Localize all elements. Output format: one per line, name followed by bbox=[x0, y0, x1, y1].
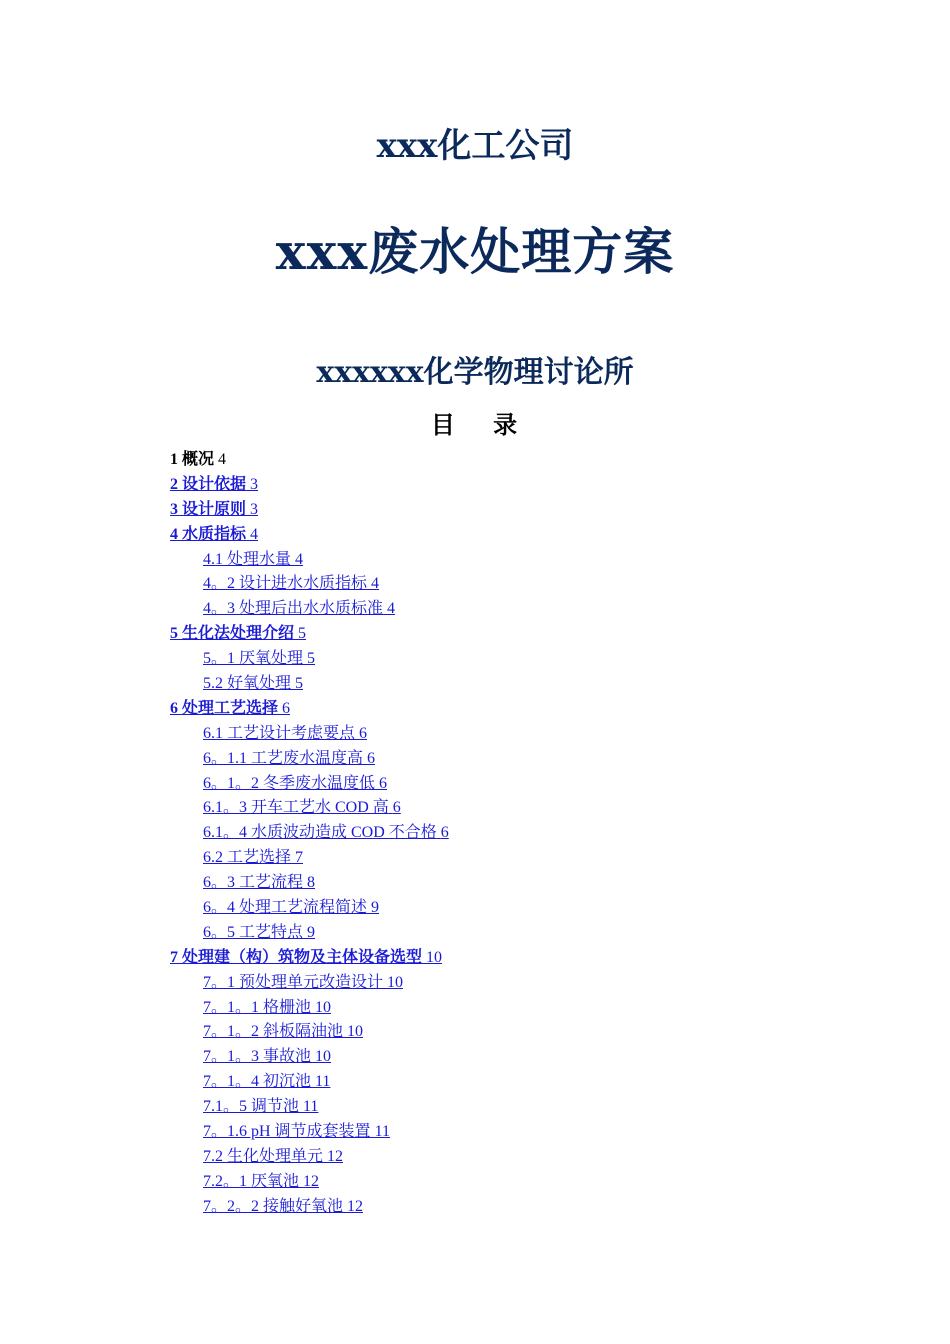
toc-entry-title: 4 水质指标 bbox=[170, 525, 247, 543]
toc-entry bbox=[170, 747, 449, 772]
toc-entry-page-number: 6 bbox=[440, 824, 449, 842]
toc-entry-title: 6.1。4 水质波动造成 COD 不合格 bbox=[203, 824, 437, 842]
toc-entry bbox=[170, 871, 449, 896]
toc-link[interactable] bbox=[170, 501, 258, 518]
toc-entry bbox=[170, 1145, 449, 1170]
toc-entry-title: 7。1.6 pH 调节成套装置 bbox=[203, 1123, 371, 1141]
toc-entry-page-number: 6 bbox=[359, 724, 368, 742]
toc-entry-page-number: 9 bbox=[371, 899, 380, 917]
toc-entry bbox=[170, 1045, 449, 1070]
toc-entry-page-number: 11 bbox=[303, 1098, 319, 1116]
toc-link[interactable] bbox=[170, 949, 442, 966]
toc-entry-page-number: 11 bbox=[374, 1123, 390, 1141]
toc-link[interactable] bbox=[170, 526, 258, 543]
toc-link[interactable] bbox=[203, 775, 387, 792]
toc-link[interactable] bbox=[203, 1023, 363, 1040]
toc-entry bbox=[170, 473, 449, 498]
toc-link[interactable] bbox=[170, 476, 258, 493]
toc-entry-page-number: 11 bbox=[315, 1073, 331, 1091]
toc-entry-title: 7。1。2 斜板隔油池 bbox=[203, 1023, 344, 1041]
toc-entry-title: 3 设计原则 bbox=[170, 500, 247, 518]
toc-entry-page-number: 6 bbox=[282, 699, 291, 717]
toc-entry-title: 5。1 厌氧处理 bbox=[203, 650, 304, 668]
toc-entry-page-number: 10 bbox=[315, 1048, 332, 1066]
toc-link bbox=[170, 451, 226, 468]
institute-name: xxxxxx化学物理讨论所 bbox=[316, 355, 634, 390]
toc-entry bbox=[170, 1120, 449, 1145]
toc-entry bbox=[170, 1170, 449, 1195]
toc-entry bbox=[170, 821, 449, 846]
toc-link[interactable] bbox=[203, 675, 303, 692]
toc-entry-page-number: 8 bbox=[307, 874, 316, 892]
toc-entry bbox=[170, 672, 449, 697]
toc-entry-title: 6。1。2 冬季废水温度低 bbox=[203, 774, 376, 792]
toc-entry-page-number: 4 bbox=[295, 550, 304, 568]
toc-entry-page-number: 4 bbox=[387, 600, 396, 618]
toc-entry bbox=[170, 597, 449, 622]
toc-entry bbox=[170, 1195, 449, 1220]
toc-entry-page-number: 5 bbox=[307, 650, 316, 668]
toc-entry bbox=[170, 1095, 449, 1120]
toc-link[interactable] bbox=[203, 1073, 330, 1090]
toc-entry-title: 6。4 处理工艺流程简述 bbox=[203, 899, 368, 917]
toc-entry bbox=[170, 572, 449, 597]
toc-entry-title: 4。3 处理后出水水质标准 bbox=[203, 600, 384, 618]
document-title: xxx废水处理方案 bbox=[275, 222, 675, 281]
toc-link[interactable] bbox=[203, 999, 331, 1016]
company-name: xxx化工公司 bbox=[376, 126, 574, 166]
toc-entry bbox=[170, 971, 449, 996]
toc-entry-title: 5.2 好氧处理 bbox=[203, 675, 292, 693]
toc-entry-title: 6.1 工艺设计考虑要点 bbox=[203, 724, 356, 742]
toc-entry bbox=[170, 523, 449, 548]
toc-entry-page-number: 7 bbox=[295, 849, 304, 867]
toc-link[interactable] bbox=[203, 974, 403, 991]
toc-entry-title: 2 设计依据 bbox=[170, 475, 247, 493]
toc-entry-title: 7。1。3 事故池 bbox=[203, 1048, 312, 1066]
toc-link[interactable] bbox=[203, 899, 379, 916]
toc-entry-title: 7.2 生化处理单元 bbox=[203, 1147, 324, 1165]
toc-link[interactable] bbox=[203, 650, 315, 667]
toc-entry bbox=[170, 548, 449, 573]
toc-entry bbox=[170, 697, 449, 722]
toc-entry-title: 6。3 工艺流程 bbox=[203, 874, 304, 892]
toc-entry-page-number: 12 bbox=[303, 1172, 320, 1190]
toc-entry-title: 7。1。1 格栅池 bbox=[203, 998, 312, 1016]
toc-heading: 目 录 bbox=[430, 411, 520, 439]
toc-link[interactable] bbox=[203, 1048, 331, 1065]
toc-entry bbox=[170, 846, 449, 871]
toc-entry-page-number: 4 bbox=[371, 575, 380, 593]
toc-link[interactable] bbox=[203, 1148, 343, 1165]
toc-link[interactable] bbox=[203, 1098, 318, 1115]
toc-entry-page-number: 5 bbox=[298, 625, 307, 643]
toc-entry-title: 6.2 工艺选择 bbox=[203, 849, 292, 867]
toc-entry-page-number: 12 bbox=[347, 1197, 364, 1215]
toc-entry bbox=[170, 772, 449, 797]
toc-link[interactable] bbox=[203, 1198, 363, 1215]
toc-entry-title: 7。1 预处理单元改造设计 bbox=[203, 973, 384, 991]
toc-entry-page-number: 10 bbox=[426, 948, 443, 966]
toc-entry-page-number: 6 bbox=[379, 774, 388, 792]
toc-entry-page-number: 6 bbox=[392, 799, 401, 817]
toc-entry-page-number: 3 bbox=[250, 500, 259, 518]
toc-link[interactable] bbox=[203, 874, 315, 891]
toc-link[interactable] bbox=[203, 924, 315, 941]
toc-entry bbox=[170, 722, 449, 747]
toc-link[interactable] bbox=[170, 700, 290, 717]
toc-entry-title: 1 概况 bbox=[170, 451, 215, 468]
toc-entry bbox=[170, 1020, 449, 1045]
toc-entry bbox=[170, 896, 449, 921]
toc-entry bbox=[170, 448, 449, 473]
toc-entry bbox=[170, 622, 449, 647]
toc-entry bbox=[170, 498, 449, 523]
toc-entry-page-number: 4 bbox=[218, 451, 227, 468]
toc-entry-title: 5 生化法处理介绍 bbox=[170, 625, 295, 643]
toc-link[interactable] bbox=[203, 1173, 319, 1190]
toc-link[interactable] bbox=[203, 575, 379, 592]
toc-entry-title: 6.1。3 开车工艺水 COD 高 bbox=[203, 799, 389, 817]
toc-link[interactable] bbox=[203, 750, 375, 767]
toc-link[interactable] bbox=[203, 849, 303, 866]
table-of-contents bbox=[170, 448, 449, 1220]
toc-entry bbox=[170, 921, 449, 946]
toc-entry-page-number: 9 bbox=[307, 923, 316, 941]
toc-entry bbox=[170, 946, 449, 971]
toc-entry-title: 6。5 工艺特点 bbox=[203, 923, 304, 941]
toc-entry bbox=[170, 1070, 449, 1095]
toc-entry-page-number: 3 bbox=[250, 475, 259, 493]
toc-entry-page-number: 4 bbox=[250, 525, 259, 543]
toc-link[interactable] bbox=[203, 551, 303, 568]
toc-entry-page-number: 10 bbox=[387, 973, 404, 991]
toc-entry-title: 6 处理工艺选择 bbox=[170, 699, 279, 717]
toc-entry-title: 7.1。5 调节池 bbox=[203, 1098, 300, 1116]
toc-link[interactable] bbox=[170, 625, 306, 642]
toc-entry bbox=[170, 647, 449, 672]
toc-link[interactable] bbox=[203, 1123, 390, 1140]
toc-link[interactable] bbox=[203, 725, 367, 742]
toc-entry-title: 7.2。1 厌氧池 bbox=[203, 1172, 300, 1190]
toc-entry-page-number: 6 bbox=[367, 749, 376, 767]
toc-entry-page-number: 10 bbox=[347, 1023, 364, 1041]
toc-entry-title: 4。2 设计进水水质指标 bbox=[203, 575, 368, 593]
toc-link[interactable] bbox=[203, 600, 395, 617]
toc-entry bbox=[170, 796, 449, 821]
toc-link[interactable] bbox=[203, 799, 401, 816]
toc-entry-page-number: 10 bbox=[315, 998, 332, 1016]
toc-entry-page-number: 12 bbox=[327, 1147, 344, 1165]
toc-entry-title: 7。2。2 接触好氧池 bbox=[203, 1197, 344, 1215]
toc-entry-title: 4.1 处理水量 bbox=[203, 550, 292, 568]
toc-entry-page-number: 5 bbox=[295, 675, 304, 693]
toc-entry-title: 6。1.1 工艺废水温度高 bbox=[203, 749, 364, 767]
toc-entry-title: 7。1。4 初沉池 bbox=[203, 1073, 312, 1091]
toc-entry-title: 7 处理建（构）筑物及主体设备选型 bbox=[170, 948, 423, 966]
toc-entry bbox=[170, 996, 449, 1021]
toc-link[interactable] bbox=[203, 824, 449, 841]
